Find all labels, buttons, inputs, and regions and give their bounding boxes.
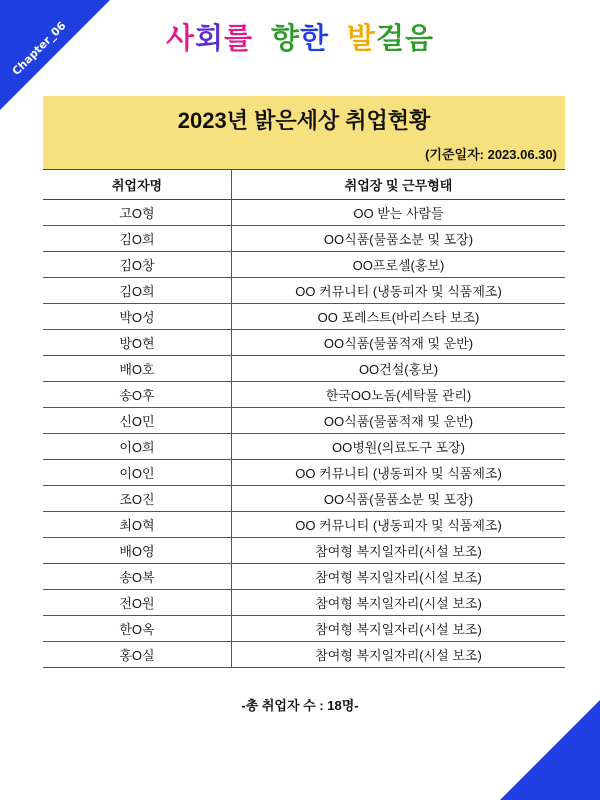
employee-name: 이O희 [43, 434, 232, 460]
table-header-row [43, 170, 565, 200]
table-row [43, 356, 565, 382]
table-row [43, 564, 565, 590]
hero-char: 한 [300, 21, 330, 55]
workplace: 참여형 복지일자리(시설 보조) [232, 590, 566, 616]
employee-name: 전O원 [43, 590, 232, 616]
table-row [43, 252, 565, 278]
workplace: OO식품(물품적재 및 운반) [232, 408, 566, 434]
hero-char: 음 [405, 21, 435, 55]
workplace: OO 커뮤니티 (냉동피자 및 식품제조) [232, 460, 566, 486]
employee-name: 배O영 [43, 538, 232, 564]
employee-name: 이O인 [43, 460, 232, 486]
workplace: OO프로셀(홍보) [232, 252, 566, 278]
employee-name: 배O호 [43, 356, 232, 382]
employee-name: 조O진 [43, 486, 232, 512]
table-row [43, 512, 565, 538]
hero-char: 걸 [376, 21, 406, 55]
workplace: 참여형 복지일자리(시설 보조) [232, 616, 566, 642]
table-row [43, 486, 565, 512]
employee-name: 김O창 [43, 252, 232, 278]
employment-table [43, 169, 565, 668]
header-name: 취업자명 [43, 170, 232, 200]
title-banner [43, 96, 565, 169]
employee-name: 최O혁 [43, 512, 232, 538]
employee-name: 한O옥 [43, 616, 232, 642]
workplace: OO 커뮤니티 (냉동피자 및 식품제조) [232, 278, 566, 304]
reference-date: (기준일자: 2023.06.30) [425, 147, 557, 162]
employee-name: 방O현 [43, 330, 232, 356]
table-row [43, 642, 565, 668]
workplace: OO 포레스트(바리스타 보조) [232, 304, 566, 330]
hero-char: 회 [194, 21, 224, 55]
table-row [43, 538, 565, 564]
hero-char: 를 [223, 21, 253, 55]
hero-char: 사 [165, 21, 195, 55]
table-row [43, 434, 565, 460]
employee-name: 신O민 [43, 408, 232, 434]
table-row [43, 460, 565, 486]
workplace: 한국OO노돔(세탁물 관리) [232, 382, 566, 408]
employee-name: 송O복 [43, 564, 232, 590]
table-row [43, 408, 565, 434]
table-row [43, 278, 565, 304]
document-title: 2023년 밝은세상 취업현황 [177, 108, 431, 133]
workplace: OO건설(홍보) [232, 356, 566, 382]
workplace: OO 받는 사람들 [232, 200, 566, 226]
workplace: 참여형 복지일자리(시설 보조) [232, 564, 566, 590]
table-row [43, 590, 565, 616]
hero-char: 향 [270, 21, 300, 55]
hero-heading [0, 16, 600, 57]
workplace: 참여형 복지일자리(시설 보조) [232, 642, 566, 668]
table-row [43, 226, 565, 252]
workplace: OO식품(물품소분 및 포장) [232, 486, 566, 512]
employee-name: 송O후 [43, 382, 232, 408]
employee-name: 박O성 [43, 304, 232, 330]
workplace: OO 커뮤니티 (냉동피자 및 식품제조) [232, 512, 566, 538]
table-row [43, 304, 565, 330]
table-row [43, 200, 565, 226]
table-row [43, 616, 565, 642]
employment-card [43, 96, 565, 668]
workplace: OO식품(물품적재 및 운반) [232, 330, 566, 356]
employee-name: 고O형 [43, 200, 232, 226]
employee-name: 김O희 [43, 278, 232, 304]
corner-decoration-bottom-right [500, 700, 600, 800]
workplace: OO식품(물품소분 및 포장) [232, 226, 566, 252]
table-row [43, 382, 565, 408]
total-count: -총 취업자 수 : 18명- [241, 698, 359, 713]
employee-name: 홍O실 [43, 642, 232, 668]
hero-char: 발 [347, 21, 377, 55]
header-workplace: 취업장 및 근무형태 [232, 170, 566, 200]
chapter-label: Chapter_06 [9, 19, 69, 78]
table-row [43, 330, 565, 356]
workplace: 참여형 복지일자리(시설 보조) [232, 538, 566, 564]
employee-name: 김O희 [43, 226, 232, 252]
workplace: OO병원(의료도구 포장) [232, 434, 566, 460]
